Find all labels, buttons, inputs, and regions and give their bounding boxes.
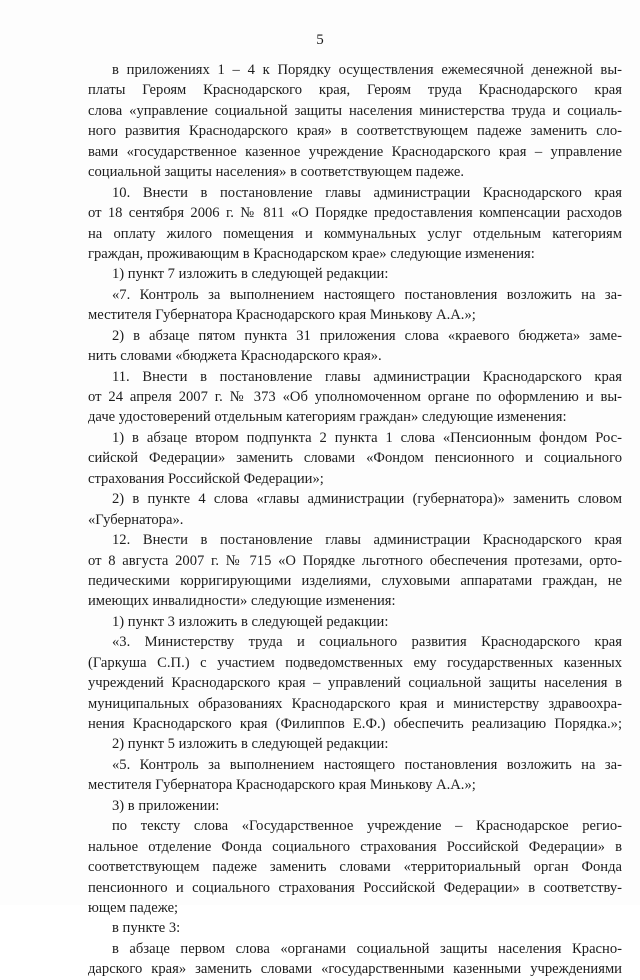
- text-line: вами «государственное казенное учреждение Краснодарского края – управление: [88, 143, 622, 160]
- text-line: учреждений Краснодарского края – управлений социальной защиты населения в: [88, 675, 622, 692]
- text-line: «Губернатора».: [88, 511, 184, 528]
- text-line: 2) в абзаце пятом пункта 31 приложения слова «краевого бюджета» заме-: [112, 327, 622, 344]
- text-line: нения Краснодарского края (Филиппов Е.Ф.) обеспечить реализацию Порядка.»;: [88, 716, 622, 732]
- text-line: от 8 августа 2007 г. № 715 «О Порядке льготного обеспечения протезами, орто-: [88, 552, 622, 569]
- text-line: (Гаркуша С.П.) с участием подведомственных ему государственных казенных: [88, 654, 622, 671]
- text-line: платы Героям Краснодарского края, Героям труда Краснодарского края: [88, 82, 622, 99]
- text-line: в абзаце первом слова «органами социальной защиты населения Красно-: [112, 940, 622, 957]
- text-line: 11. Внести в постановление главы администрации Краснодарского края: [112, 368, 622, 385]
- text-line: социальной защиты населения» в соответствующем падеже.: [88, 164, 464, 181]
- document-body: [88, 60, 622, 980]
- text-line: сийской Федерации» заменить словами «Фондом пенсионного и социального: [88, 450, 622, 467]
- text-line: даче удостоверений отдельным категориям граждан» следующие изменения:: [88, 409, 567, 426]
- text-line: педическими корригирующими изделиями, слуховыми аппаратами граждан, не: [88, 572, 622, 589]
- text-line: нальное отделение Фонда социального страхования Российской Федерации» в: [88, 838, 622, 855]
- text-line: местителя Губернатора Краснодарского края Минькову А.А.»;: [88, 777, 476, 794]
- text-line: пенсионного и социального страхования Российской Федерации» в соответству-: [88, 879, 622, 896]
- text-line: соответствующем падеже заменить словами «территориальный орган Фонда: [88, 859, 622, 876]
- text-line: от 24 апреля 2007 г. № 373 «Об уполномоченном органе по оформлению и вы-: [88, 389, 622, 405]
- text-line: 10. Внести в постановление главы администрации Краснодарского края: [112, 184, 622, 201]
- text-line: слова «управление социальной защиты населения министерства труда и социаль-: [88, 102, 622, 119]
- text-line: 1) пункт 3 изложить в следующей редакции:: [112, 613, 389, 630]
- text-line: ного развития Краснодарского края» в соответствующем падеже заменить сло-: [88, 123, 622, 140]
- text-line: «3. Министерству труда и социального развития Краснодарского края: [112, 634, 622, 651]
- text-line: имеющих инвалидности» следующие изменения:: [88, 593, 396, 610]
- text-line: граждан, проживающим в Краснодарском крае» следующие изменения:: [88, 245, 535, 262]
- text-line: 3) в приложении:: [112, 797, 220, 814]
- text-line: «5. Контроль за выполнением настоящего постановления возложить на за-: [112, 756, 622, 773]
- text-line: муниципальных образованиях Краснодарского края и министерству здравоохра-: [88, 695, 622, 712]
- page-number: 5: [316, 32, 324, 48]
- text-line: «7. Контроль за выполнением настоящего постановления возложить на за-: [112, 286, 622, 303]
- text-line: 2) в пункте 4 слова «главы администрации (губернатора)» заменить словом: [112, 491, 622, 508]
- text-line: страхования Российской Федерации»;: [88, 470, 324, 487]
- text-line: ющем падеже;: [88, 899, 179, 916]
- text-line: в пункте 3:: [112, 920, 181, 937]
- text-line: на оплату жилого помещения и коммунальных услуг отдельным категориям: [88, 225, 622, 242]
- text-line: дарского края» заменить словами «государственными казенными учреждениями: [88, 961, 622, 978]
- text-line: 1) пункт 7 изложить в следующей редакции:: [112, 266, 389, 283]
- text-line: 1) в абзаце втором подпункта 2 пункта 1 слова «Пенсионным фондом Рос-: [112, 429, 622, 446]
- text-line: в приложениях 1 – 4 к Порядку осуществления ежемесячной денежной вы-: [112, 62, 622, 78]
- text-line: 12. Внести в постановление главы администрации Краснодарского края: [112, 532, 622, 549]
- text-line: от 18 сентября 2006 г. № 811 «О Порядке предоставления компенсации расходов: [88, 205, 622, 222]
- text-line: местителя Губернатора Краснодарского края Минькову А.А.»;: [88, 307, 476, 324]
- text-line: по тексту слова «Государственное учреждение – Краснодарское регио-: [112, 818, 622, 835]
- text-line: нить словами «бюджета Краснодарского края».: [88, 348, 382, 365]
- text-line: 2) пункт 5 изложить в следующей редакции:: [112, 736, 389, 753]
